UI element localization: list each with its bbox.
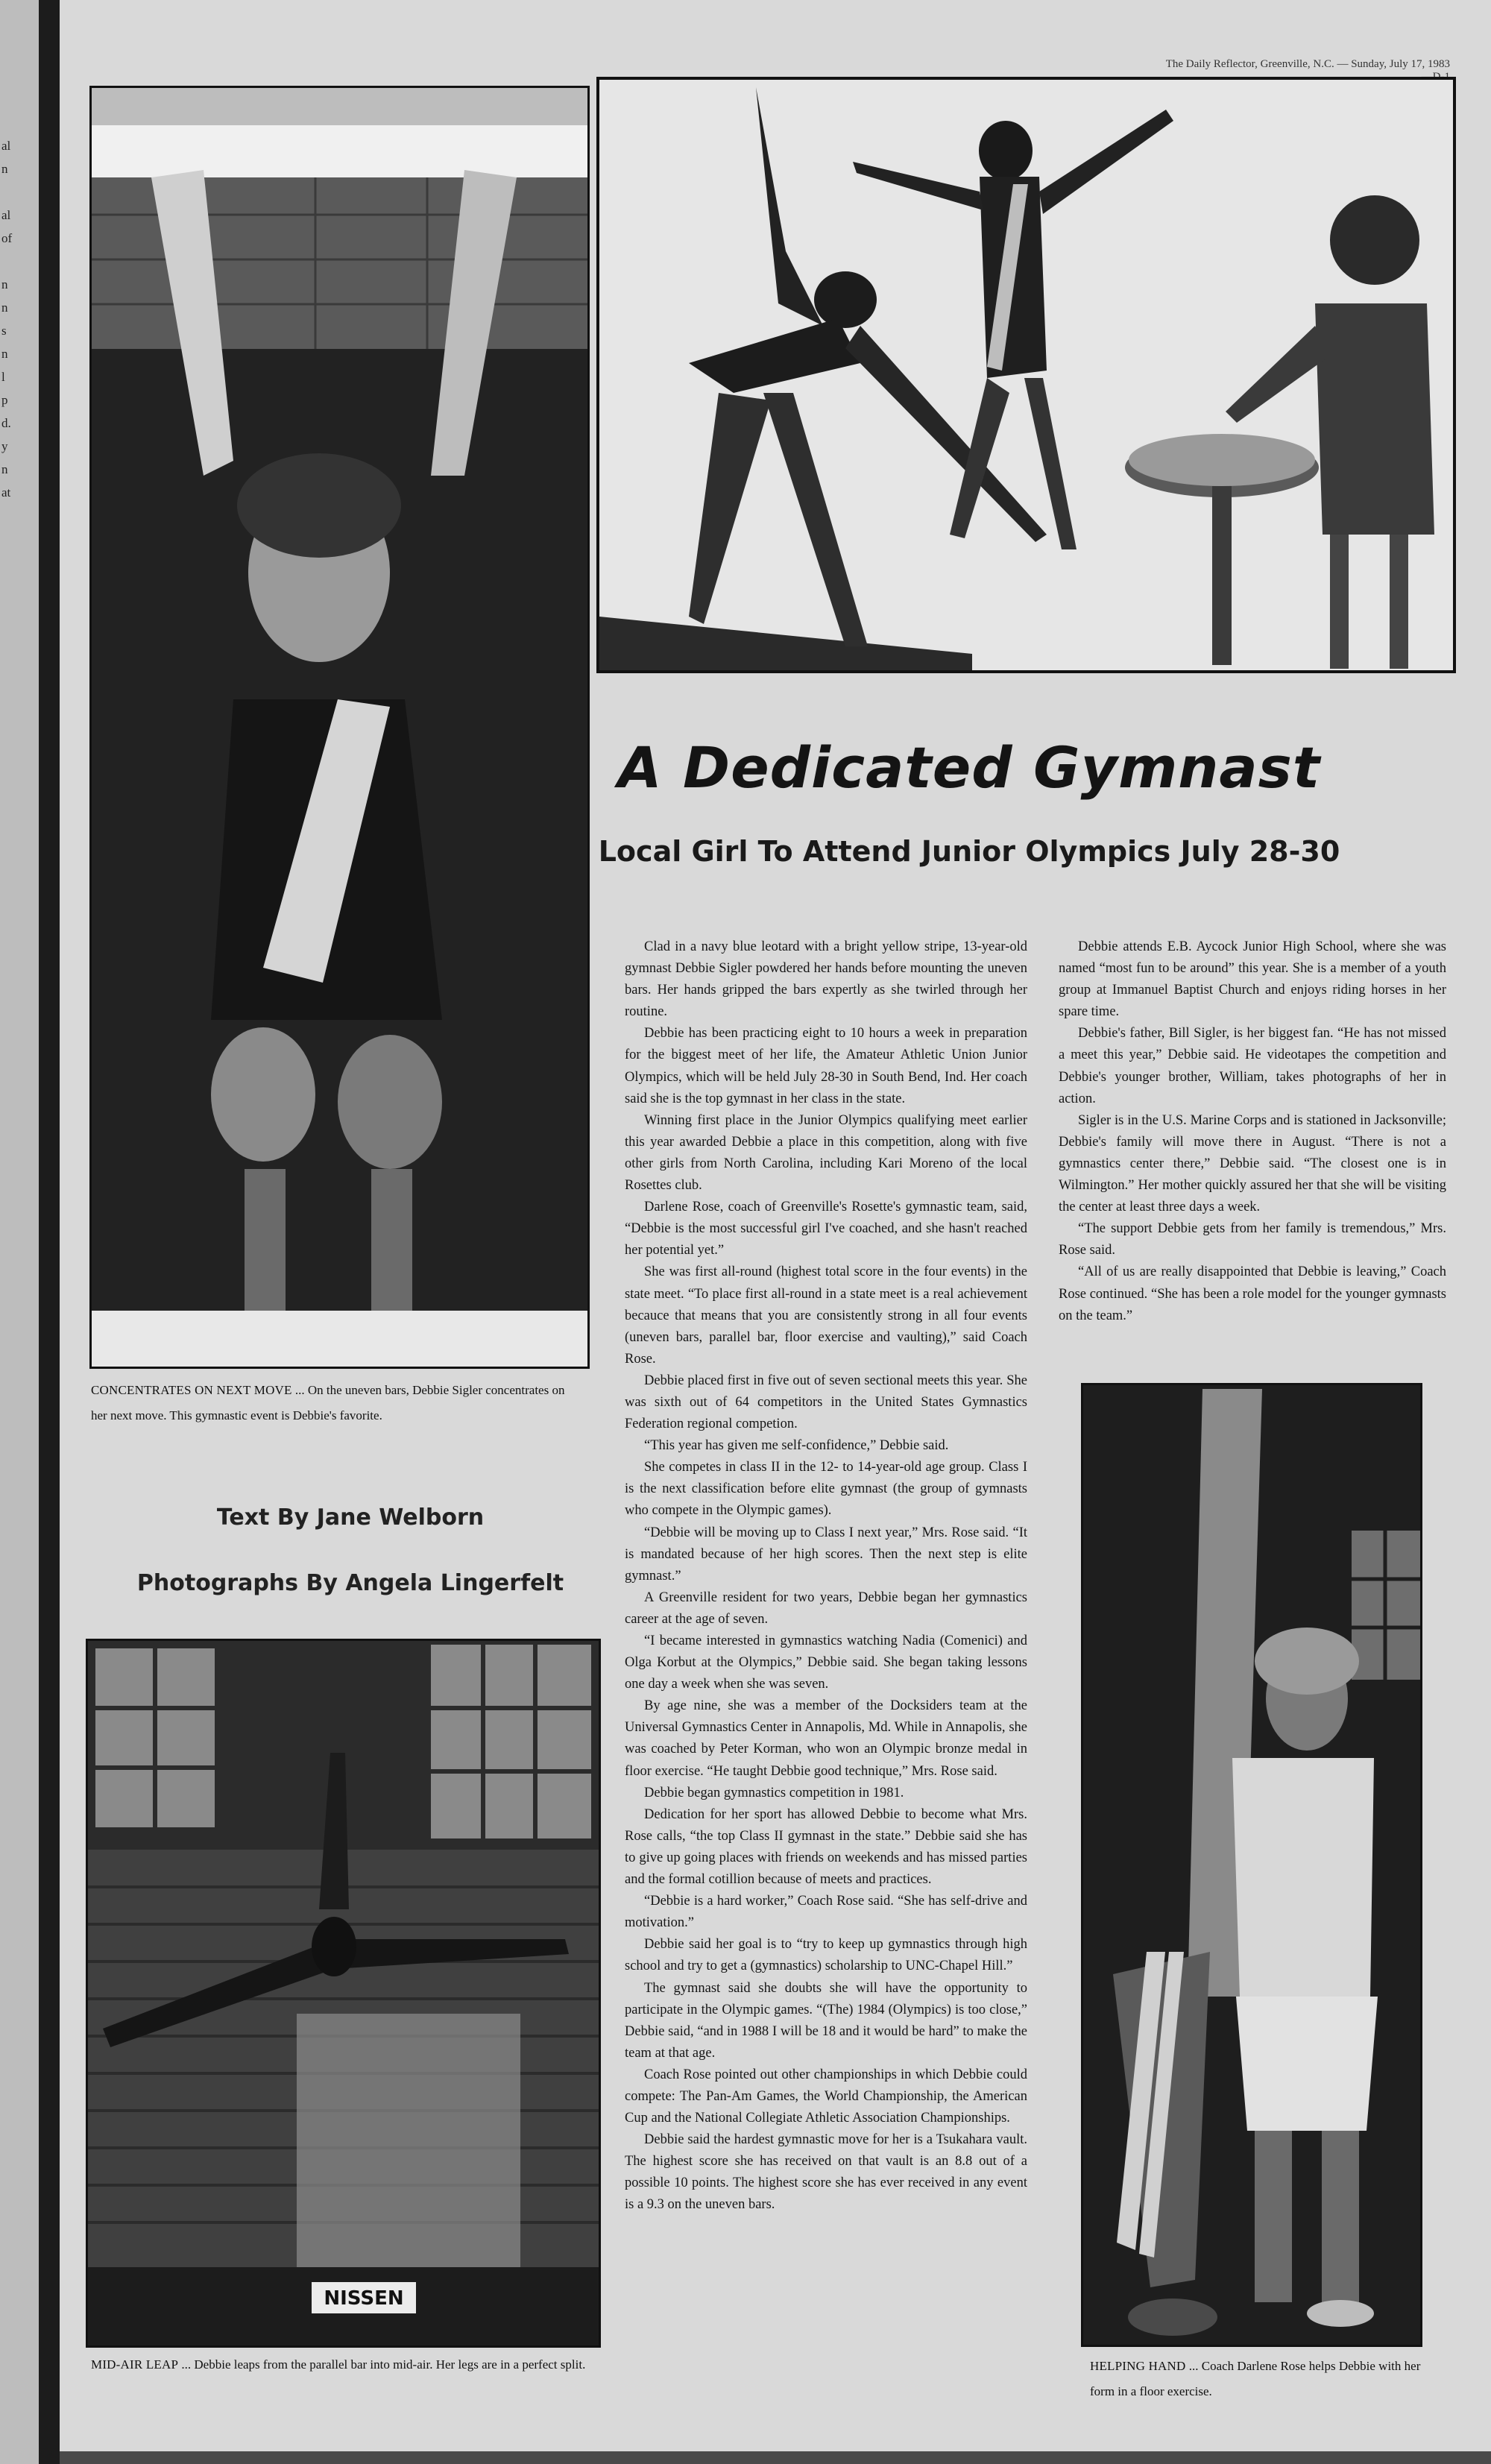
margin-letter: al — [1, 139, 11, 153]
article-paragraph: Debbie has been practicing eight to 10 hours a week in preparation for the biggest meet of her life, the Amateur Athletic Union Junior Olympics, which will be held July 28-30 in South Bend, Ind. Her coach said she is the top gymnast in her class in the state. — [625, 1026, 1027, 1106]
photo-uneven-bars — [89, 86, 590, 1369]
photo-mid-air-leap — [86, 1639, 601, 2348]
article-headline: A Dedicated Gymnast — [617, 734, 1321, 801]
caption-mid-air-leap — [91, 2352, 590, 2378]
margin-letter: n — [1, 162, 8, 176]
mat-brand-label: NISSEN — [324, 2287, 404, 2310]
caption-uneven-bars — [91, 1378, 583, 1428]
margin-letter — [1, 250, 15, 273]
adjacent-page-fragment — [1, 134, 15, 504]
margin-letter: y — [1, 439, 8, 453]
margin-letter: al — [1, 208, 11, 222]
page-folio: The Daily Reflector, Greenville, N.C. — Sunday, July 17, 1983 — [1165, 58, 1450, 70]
article-paragraph: Clad in a navy blue leotard with a bright yellow stripe, 13-year-old gymnast Debbie Sigler powdered her hands before mounting the uneven bars. Her hands gripped the bars expertly as she twirled through her routine. — [625, 939, 1027, 1020]
article-paragraph: Dedication for her sport has allowed Debbie to become what Mrs. Rose calls, “the top Class II gymnast in the state.” Debbie said she has to give up going places with friends on weekends and has missed parties and the formal cotillion because of meets and practices. — [625, 1806, 1027, 1888]
article-paragraph: Debbie placed first in five out of seven sectional meets this year. She was sixth out of 64 competitors in the United States Gymnastics Federation regional competion. — [625, 1373, 1027, 1432]
article-paragraph: “The support Debbie gets from her family is tremendous,” Mrs. Rose said. — [1059, 1221, 1446, 1258]
article-column-2 — [1059, 936, 1446, 1327]
article-paragraph: Winning first place in the Junior Olympics qualifying meet earlier this year awarded Debbie a place in this competition, along with five other girls from North Carolina, including Kari Moreno of the local Rosettes club. — [625, 1112, 1027, 1194]
margin-letter: p — [1, 393, 8, 407]
article-paragraph: “I became interested in gymnastics watching Nadia (Comenici) and Olga Korbut at the Olympics,” Debbie said. She began taking lessons one day a week when she was seven. — [625, 1633, 1027, 1692]
caption-body: ... On the uneven bars, Debbie Sigler concentrates on her next move. This gymnastic event is Debbie's favorite. — [91, 1383, 565, 1422]
article-paragraph: The gymnast said she doubts she will have the opportunity to participate in the Olympic games. “(The) 1984 (Olympics) is too close,” Debbie said, “and in 1988 I will be 18 and it would be hard” to make the team at that age. — [625, 1980, 1027, 2061]
margin-letter: n — [1, 277, 8, 292]
article-paragraph: A Greenville resident for two years, Debbie began her gymnastics career at the age of seven. — [625, 1589, 1027, 1627]
article-paragraph: Coach Rose pointed out other championships in which Debbie could compete: The Pan-Am Games, the World Championship, the American Cup and the National Collegiate Athletic Association Championships. — [625, 2067, 1027, 2126]
article-paragraph: Sigler is in the U.S. Marine Corps and is stationed in Jacksonville; Debbie's family will move there in August. “There is not a gymnastics center there,” Debbie said. “The closest one is in Wilmington.” Her mother quickly assured her that she will be visiting the center at least three days a week. — [1059, 1112, 1446, 1215]
article-paragraph: Debbie attends E.B. Aycock Junior High School, where she was named “most fun to be around” this year. She is a member of a youth group at Immanuel Baptist Church and enjoys riding horses in her spare time. — [1059, 939, 1446, 1020]
article-column-1 — [625, 936, 1027, 2375]
article-paragraph: “Debbie is a hard worker,” Coach Rose said. “She has self-drive and motivation.” — [625, 1894, 1027, 1931]
article-paragraph: Debbie began gymnastics competition in 1981. — [644, 1785, 904, 1800]
margin-letter: n — [1, 462, 8, 476]
margin-letter — [1, 180, 15, 204]
article-paragraph: Debbie said her goal is to “try to keep up gymnastics through high school and try to get a (gymnastics) scholarship to UNC-Chapel Hill.” — [625, 1937, 1027, 1974]
photo-credit: Photographs By Angela Lingerfelt — [136, 1570, 564, 1596]
photo-three-gymnasts-image — [599, 80, 1453, 670]
photo-three-gymnasts — [596, 77, 1456, 673]
margin-letter: of — [1, 231, 13, 245]
caption-body: ... Debbie leaps from the parallel bar into mid-air. Her legs are in a perfect split. — [178, 2357, 586, 2372]
caption-body: ... Coach Darlene Rose helps Debbie with her form in a floor exercise. — [1090, 2359, 1421, 2398]
margin-letter: n — [1, 300, 8, 315]
photo-mid-air-leap-image — [88, 1641, 599, 2345]
caption-helping-hand — [1090, 2354, 1433, 2404]
article-paragraph: Debbie said the hardest gymnastic move for her is a Tsukahara vault. The highest score she has received on that vault is an 8.8 out of a possible 10 points. The highest score she has ever received in any event is a 9.3 on the uneven bars. — [625, 2132, 1027, 2213]
margin-letter: n — [1, 347, 8, 361]
left-gutter-rule — [39, 0, 60, 2464]
article-paragraph: “All of us are really disappointed that Debbie is leaving,” Coach Rose continued. “She has been a role model for the younger gymnasts on the team.” — [1059, 1264, 1446, 1323]
margin-letter: l — [1, 370, 5, 384]
margin-letter: d. — [1, 416, 11, 430]
article-paragraph: “Debbie will be moving up to Class I next year,” Mrs. Rose said. “It is mandated because of her high scores. Then the next step is elite gymnast.” — [625, 1525, 1027, 1584]
margin-letter: at — [1, 485, 11, 500]
article-paragraph: By age nine, she was a member of the Docksiders team at the Universal Gymnastics Center in Annapolis, Md. While in Annapolis, she was coached by Peter Korman, who won an Olympic bronze medal in floor exercise. “He taught Debbie good technique,” Mrs. Rose said. — [625, 1698, 1027, 1779]
article-paragraph: She competes in class II in the 12- to 14-year-old age group. Class I is the next classification before elite gymnast (the group of gymnasts who compete in the Olympic games). — [625, 1460, 1027, 1519]
photo-helping-hand-image — [1083, 1385, 1420, 2345]
caption-lead: CONCENTRATES ON NEXT MOVE — [91, 1383, 292, 1397]
photo-uneven-bars-image — [92, 88, 587, 1367]
article-paragraph: Debbie's father, Bill Sigler, is her biggest fan. “He has not missed a meet this year,” Debbie said. He videotapes the competition and Debbie's younger brother, William, takes photographs of her in action. — [1059, 1026, 1446, 1106]
photo-helping-hand — [1081, 1383, 1422, 2347]
caption-lead: MID-AIR LEAP — [91, 2357, 179, 2372]
caption-lead: HELPING HAND — [1090, 2359, 1186, 2373]
article-paragraph: “This year has given me self-confidence,” Debbie said. — [644, 1438, 949, 1454]
text-credit: Text By Jane Welborn — [216, 1504, 485, 1531]
article-paragraph: She was first all-round (highest total score in the four events) in the state meet. “To place first all-round in a state meet is a real achievement becauce that means that you are consistently strong in all four events (uneven bars, parallel bar, floor exercise and vaulting),” said Coach Rose. — [625, 1264, 1027, 1367]
article-paragraph: Darlene Rose, coach of Greenville's Rosette's gymnastic team, said, “Debbie is the most successful girl I've coached, and she hasn't reached her potential yet.” — [625, 1200, 1027, 1258]
bottom-edge-band — [60, 2451, 1491, 2464]
article-subhead: Local Girl To Attend Junior Olympics July 28-30 — [598, 835, 1340, 868]
margin-letter: s — [1, 324, 7, 338]
